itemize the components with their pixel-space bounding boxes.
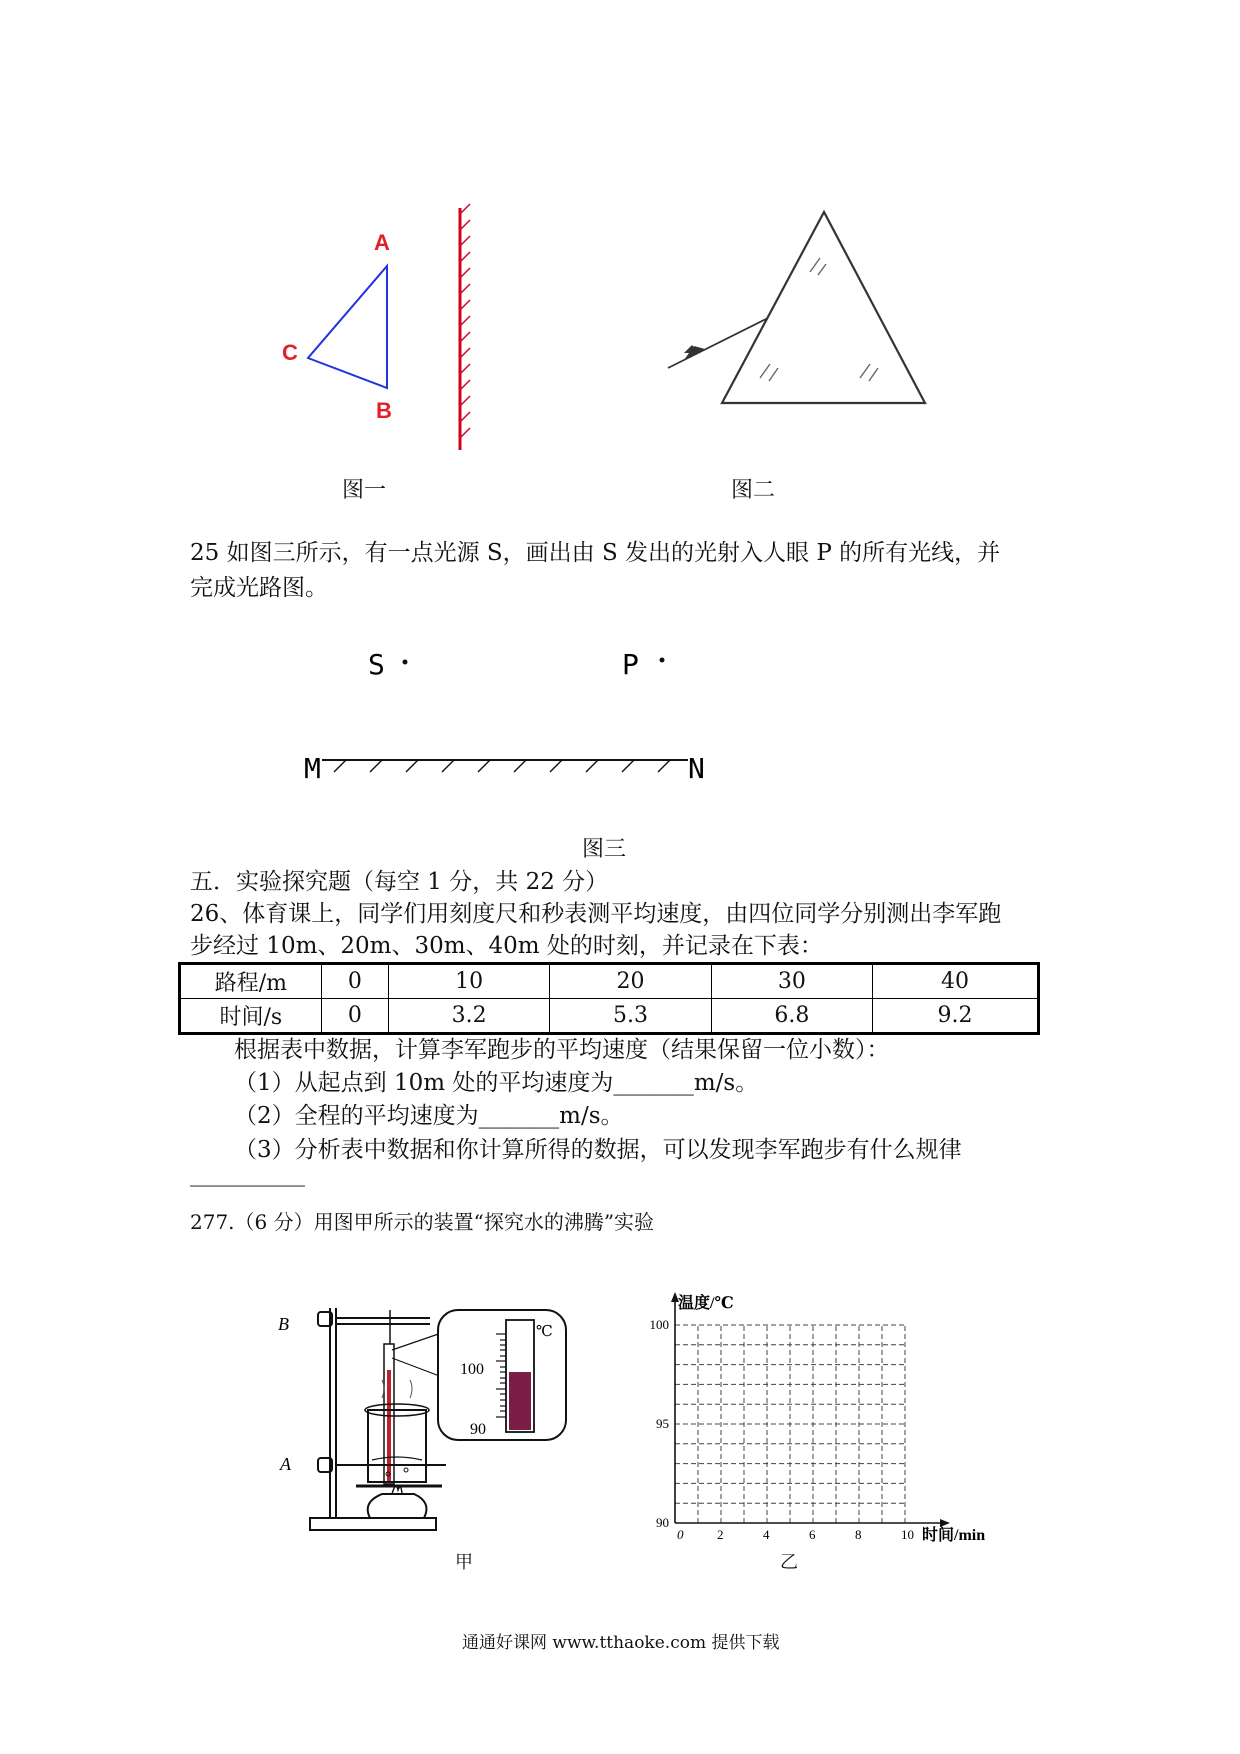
- figure-2-caption: 图二: [731, 478, 776, 503]
- y-tick-label: 90: [656, 1515, 669, 1530]
- x-tick-label: 0: [677, 1527, 684, 1542]
- table-cell: 5.3: [550, 999, 711, 1034]
- scale-90: 90: [470, 1421, 486, 1438]
- boiling-apparatus: [270, 1290, 580, 1540]
- point-p: [660, 658, 665, 663]
- q26-text-line1: 26、体育课上，同学们用刻度尺和秒表测平均速度，由四位同学分别测出李军跑: [190, 901, 1002, 927]
- y-axis-label: 温度/℃: [678, 1295, 734, 1312]
- mercury-column: [509, 1372, 531, 1430]
- apparatus-caption: 甲: [455, 1552, 473, 1573]
- table-cell: 30: [711, 964, 872, 999]
- footer-text: 通通好课网 www.tthaoke.com 提供下载: [462, 1633, 780, 1653]
- figure-1-caption: 图一: [342, 478, 387, 503]
- table-row: [180, 964, 1039, 999]
- label-p: P: [622, 648, 639, 681]
- label-a: A: [374, 230, 390, 255]
- prism: [722, 212, 925, 403]
- x-axis-arrow: [940, 1519, 950, 1527]
- label-n: N: [688, 752, 705, 785]
- label-m: M: [304, 752, 321, 785]
- x-tick-label: 6: [809, 1527, 816, 1542]
- figure-3: [300, 640, 720, 790]
- figure-3-caption: 图三: [582, 837, 627, 862]
- table-cell: 20: [550, 964, 711, 999]
- x-axis-label: 时间/min: [922, 1527, 986, 1544]
- point-s: [403, 660, 408, 665]
- row-header: 时间/s: [180, 999, 322, 1034]
- figure-1: [270, 200, 500, 460]
- chart-caption: 乙: [780, 1552, 798, 1573]
- table-cell: 6.8: [711, 999, 872, 1034]
- table-cell: 3.2: [388, 999, 549, 1034]
- q26-answer-line: __________: [190, 1161, 305, 1187]
- speed-data-table: [178, 962, 1040, 1035]
- label-s: S: [368, 648, 385, 681]
- table-cell: 10: [388, 964, 549, 999]
- table-cell: 40: [873, 964, 1039, 999]
- q26-sub1: （1）从起点到 10m 处的平均速度为_______m/s。: [234, 1070, 759, 1096]
- x-tick-label: 8: [855, 1527, 862, 1542]
- q26-sub3: （3）分析表中数据和你计算所得的数据，可以发现李军跑步有什么规律: [234, 1137, 962, 1163]
- label-c: C: [282, 340, 298, 365]
- q25-text-line2: 完成光路图。: [190, 575, 328, 601]
- table-row: [180, 999, 1039, 1034]
- q26-text-line2: 步经过 10m、20m、30m、40m 处的时刻，并记录在下表：: [190, 933, 823, 959]
- label-b: B: [278, 1314, 289, 1334]
- q26-sub2: （2）全程的平均速度为_______m/s。: [234, 1103, 624, 1129]
- x-tick-label: 4: [763, 1527, 770, 1542]
- chart-axes: [671, 1292, 950, 1527]
- y-tick-label: 95: [656, 1416, 669, 1431]
- mirror-mn: [322, 760, 688, 772]
- q25-text-line1: 25 如图三所示，有一点光源 S，画出由 S 发出的光射入人眼 P 的所有光线，并: [190, 540, 1001, 566]
- x-tick-label: 2: [717, 1527, 724, 1542]
- mirror: [460, 204, 470, 450]
- table-cell: 9.2: [873, 999, 1039, 1034]
- label-b: B: [376, 398, 392, 423]
- q26-intro: 根据表中数据，计算李军跑步的平均速度（结果保留一位小数）：: [234, 1037, 890, 1063]
- q27-text: 277.（6 分）用图甲所示的装置“探究水的沸腾”实验: [190, 1210, 655, 1234]
- table-cell: 0: [321, 964, 388, 999]
- chart-grid: [675, 1325, 905, 1523]
- scale-100: 100: [460, 1361, 484, 1378]
- label-a: A: [280, 1454, 291, 1474]
- x-tick-label: 10: [901, 1527, 914, 1542]
- unit-celsius: ℃: [536, 1324, 553, 1340]
- row-header: 路程/m: [180, 964, 322, 999]
- temperature-time-chart: [640, 1280, 1000, 1550]
- triangle-abc: [308, 266, 387, 388]
- table-cell: 0: [321, 999, 388, 1034]
- y-tick-label: 100: [649, 1317, 669, 1332]
- chart-ticks: [650, 1317, 915, 1542]
- section-5-heading: 五．实验探究题（每空 1 分，共 22 分）: [190, 869, 609, 895]
- figure-2: [650, 200, 940, 420]
